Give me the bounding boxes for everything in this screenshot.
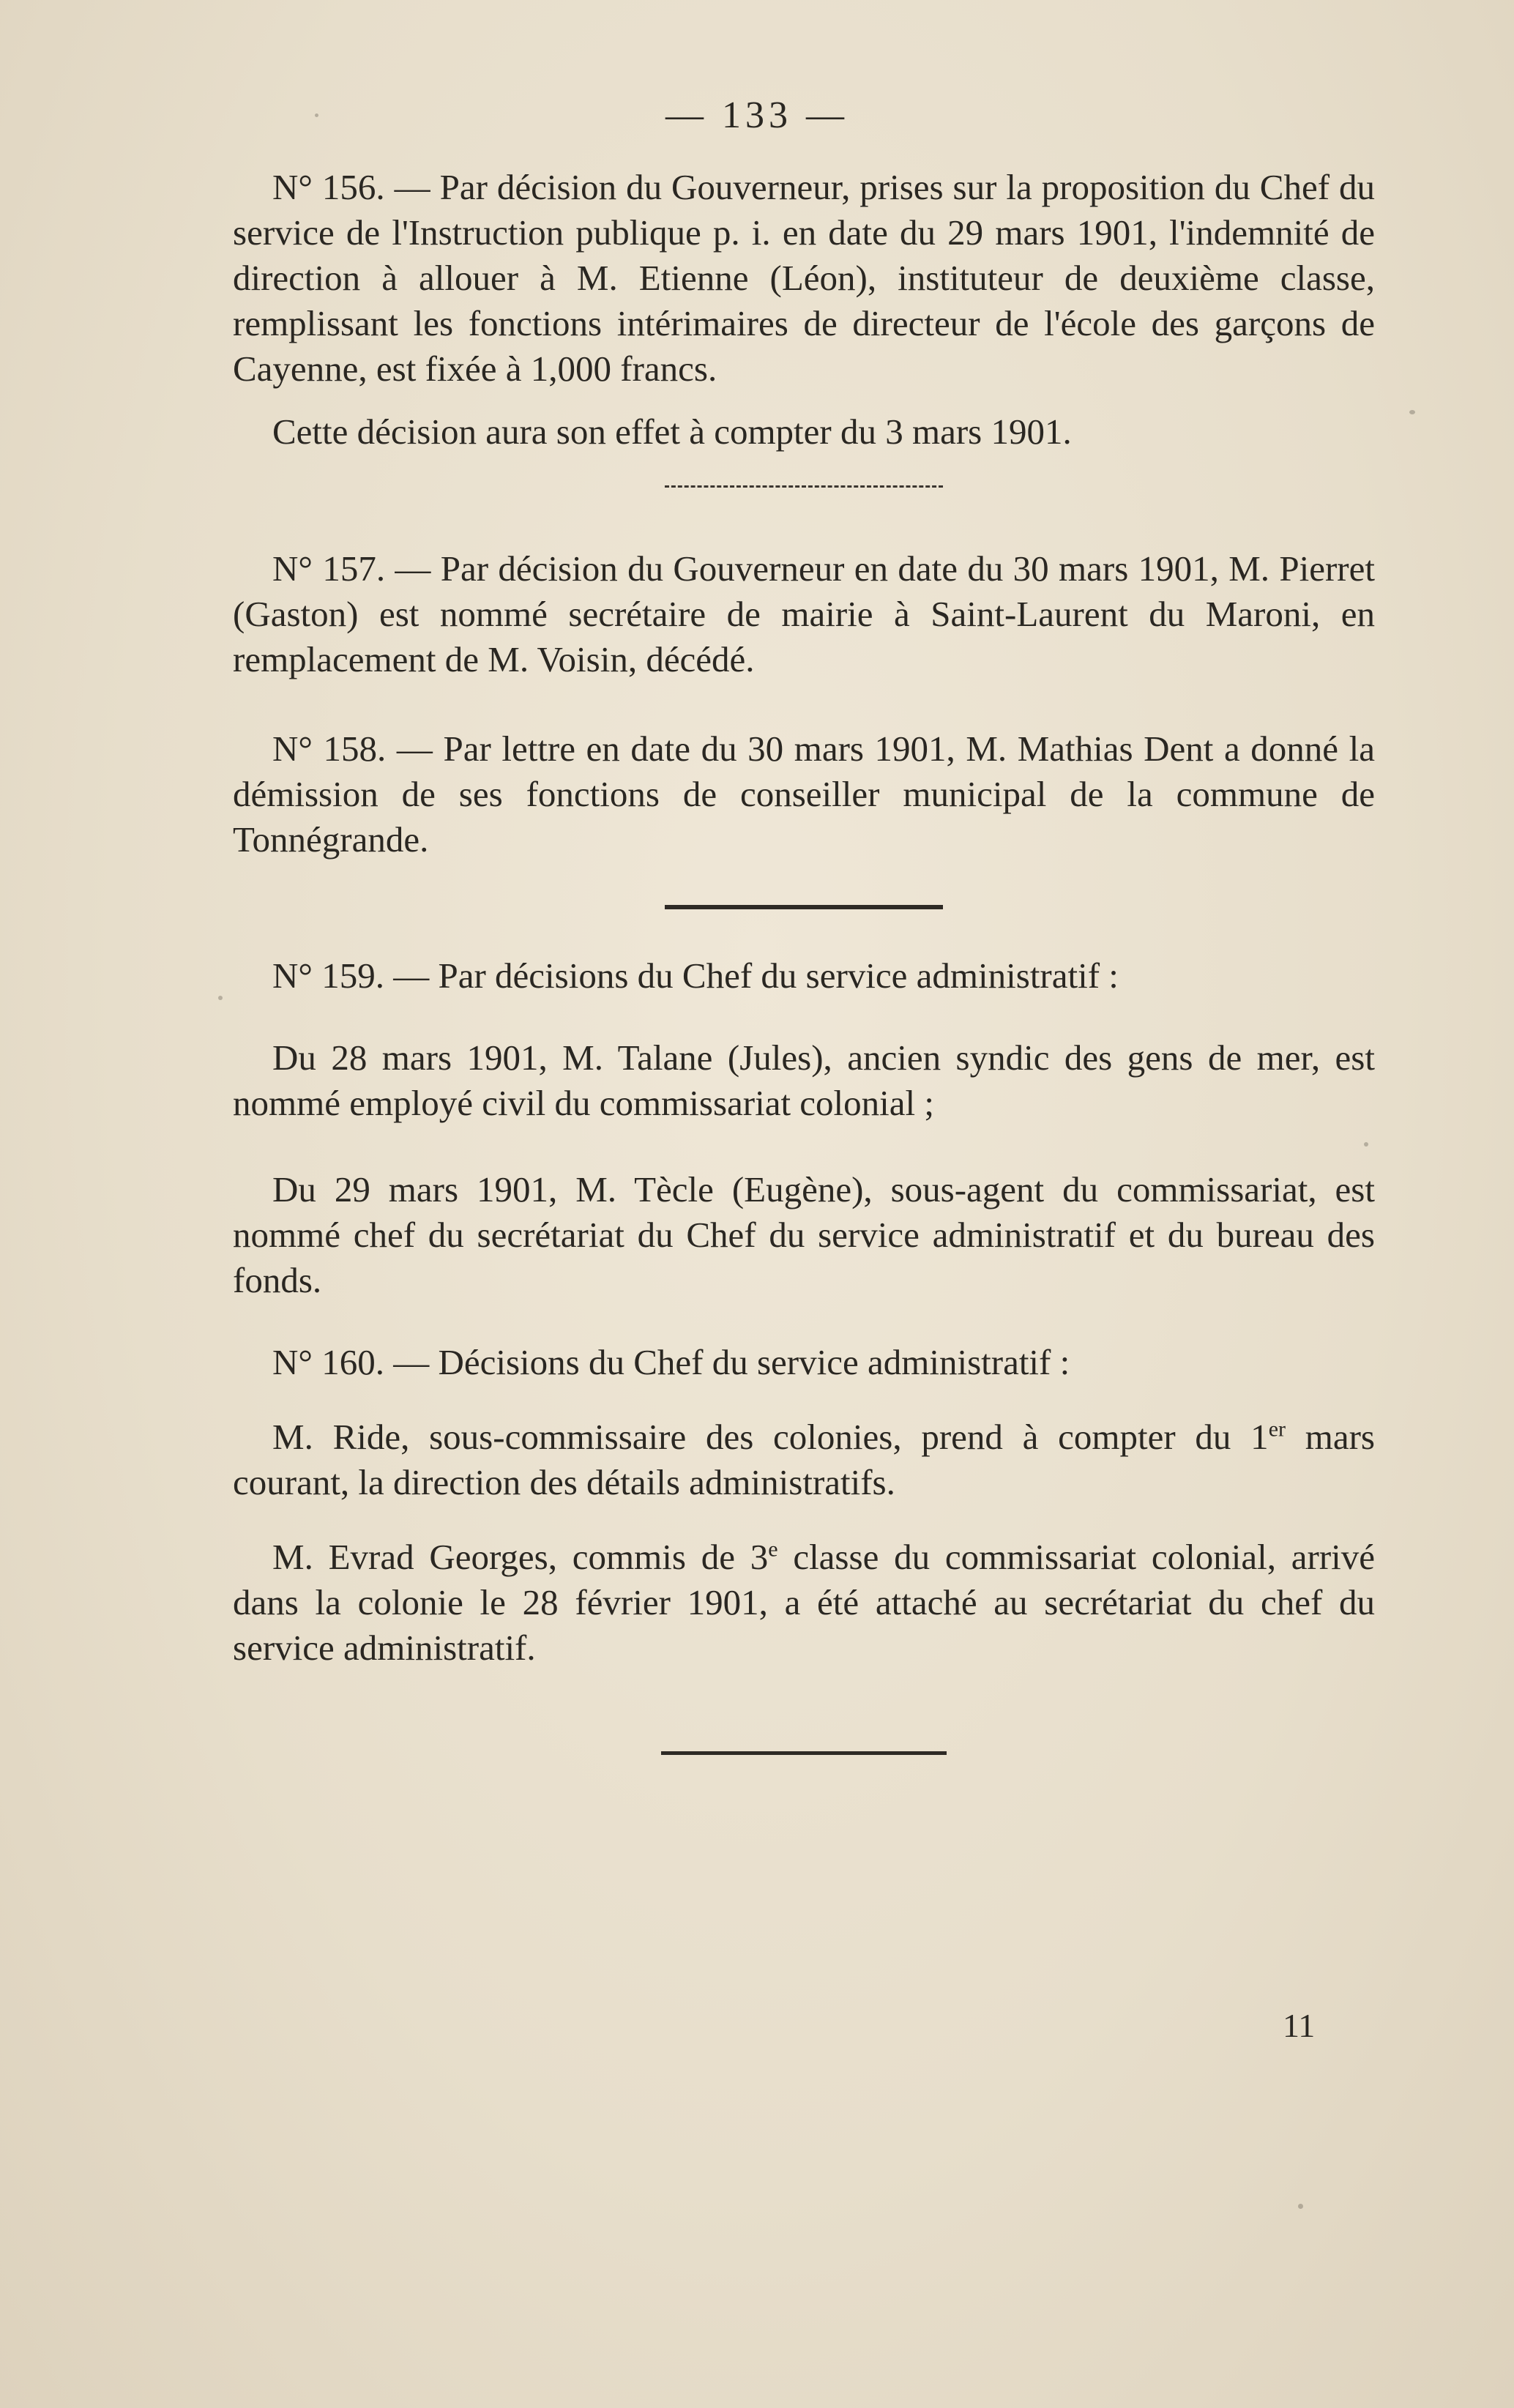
- entry-160-paragraph-3: [233, 1535, 1375, 1671]
- entry-159-paragraph-2: Du 28 mars 1901, M. Talane (Jules), ancien syndic des gens de mer, est nommé employé civil du commissariat colonial ;: [233, 1037, 1375, 1123]
- page-number: — 133 —: [665, 94, 849, 136]
- entry-160-paragraph-2-text: M. Ride, sous-commissaire des colonies, prend à compter du 1: [272, 1417, 1269, 1457]
- paper-speck: [1409, 410, 1415, 414]
- entry-156-paragraph-2: Cette décision aura son effet à compter du 3 mars 1901.: [272, 411, 1072, 452]
- section-divider: [665, 485, 943, 488]
- entry-157-paragraph-1: N° 157. — Par décision du Gouverneur en date du 30 mars 1901, M. Pierret (Gaston) est nommé secrétaire de mairie à Saint-Laurent du Maroni, en remplacement de M. Voisin, décédé.: [233, 548, 1375, 679]
- page-body: [233, 165, 1375, 1755]
- end-divider: [661, 1751, 947, 1755]
- entry-160-paragraph-2: [233, 1414, 1375, 1505]
- section-divider: [665, 905, 943, 909]
- entry-160-paragraph-1: N° 160. — Décisions du Chef du service administratif :: [272, 1342, 1070, 1382]
- paper-speck: [315, 113, 318, 117]
- paper-speck: [1364, 1142, 1368, 1147]
- entry-159-paragraph-1: N° 159. — Par décisions du Chef du service administratif :: [272, 955, 1119, 996]
- entry-160-paragraph-3-text: M. Evrad Georges, commis de 3: [272, 1537, 769, 1577]
- paper-speck: [1298, 2204, 1303, 2209]
- entry-158-paragraph-1: N° 158. — Par lettre en date du 30 mars 1901, M. Mathias Dent a donné la démission de ses fonctions de conseiller municipal de la commune de Tonnégrande.: [233, 728, 1375, 860]
- entry-159-paragraph-3: Du 29 mars 1901, M. Tècle (Eugène), sous-agent du commissariat, est nommé chef du secrétariat du Chef du service administratif et du bureau des fonds.: [233, 1169, 1375, 1300]
- superscript-e: e: [768, 1537, 778, 1562]
- entry-160-paragraph-3-text-end: classe du commissariat colonial, arrivé dans la colonie le 28 février 1901, a été attaché au secrétariat du chef du service administratif.: [233, 1537, 1375, 1668]
- entry-156-paragraph-1: N° 156. — Par décision du Gouverneur, prises sur la proposition du Chef du service de l'Instruction publique p. i. en date du 29 mars 1901, l'indemnité de direction à allouer à M. Etienne (Léon), instituteur de deuxième classe, remplissant les fonctions intérimaires de directeur de l'école des garçons de Cayenne, est fixée à 1,000 francs.: [233, 167, 1375, 389]
- superscript-er: er: [1268, 1417, 1286, 1442]
- entry-160-paragraph-2-text-end: mars courant, la direction des détails administratifs.: [233, 1417, 1375, 1502]
- paper-speck: [218, 996, 223, 1000]
- signature-mark: 11: [1283, 2007, 1316, 2044]
